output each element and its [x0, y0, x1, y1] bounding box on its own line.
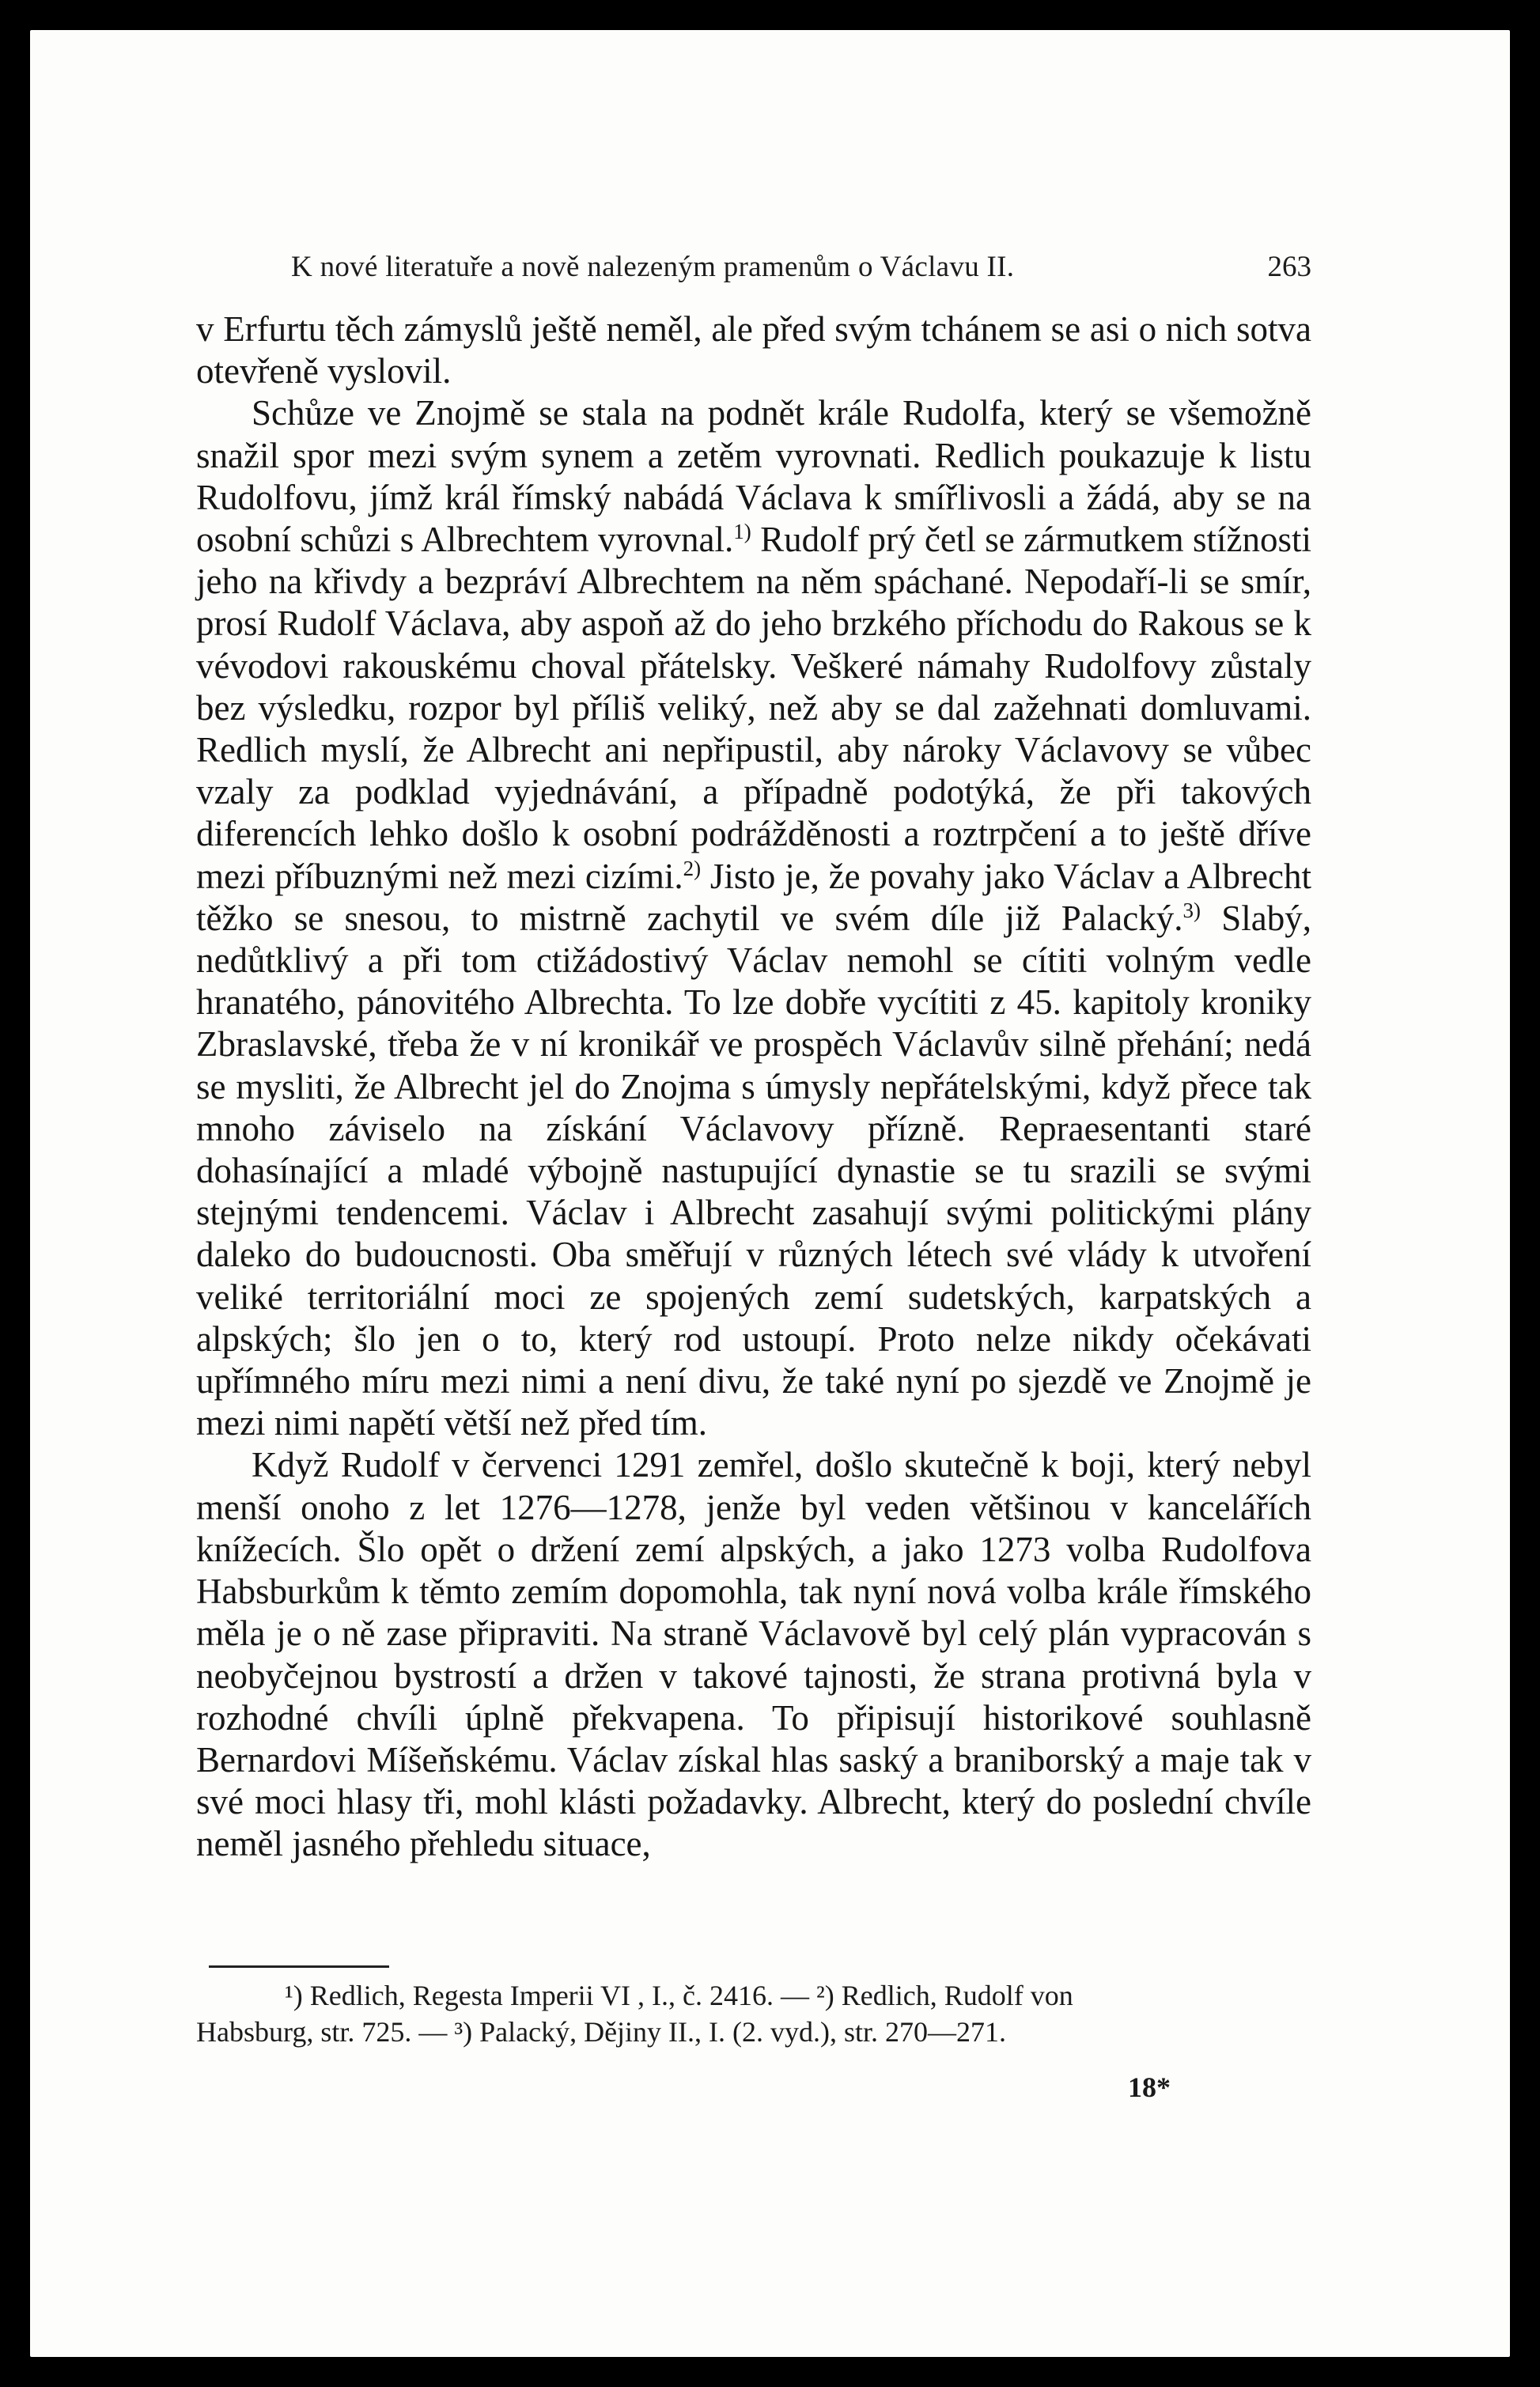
paragraph-1: v Erfurtu těch zámyslů ještě neměl, ale před svým tchánem se asi o nich sotva otevřeně vyslovil.	[196, 309, 1311, 392]
footnote-mark-1: 1)	[733, 520, 751, 544]
footnote-line-1: ¹) Redlich, Regesta Imperii VI , I., č. 2416. — ²) Redlich, Rudolf von	[285, 1980, 1073, 2011]
footnote-mark-3: 3)	[1182, 898, 1201, 922]
header-title: K nové literatuře a nově nalezeným pramenům o Václavu II.	[291, 251, 1015, 283]
paragraph-3: Když Rudolf v červenci 1291 zemřel, došlo skutečně k boji, který nebyl menší onoho z let 1276—1278, jenže byl veden většinou v kancelářích knížecích. Šlo opět o držení zemí alpských, a jako 1273 volba Rudolfova Habsburkům k těmto zemím dopomohla, tak nyní nová volba krále římského měla je o ně zase připraviti. Na straně Václavově byl celý plán vypracován s neobyčejnou bystrostí a držen v takové tajnosti, že strana protivná byla v rozhodné chvíli úplně překvapena. To připisují historikové souhlasně Bernardovi Míšeňskému. Václav získal hlas saský a braniborský a maje tak v své moci hlasy tři, mohl klásti požadavky. Albrecht, který do poslední chvíle neměl jasného přehledu situace,	[196, 1445, 1311, 1864]
signature-mark: 18*	[1128, 2071, 1171, 2103]
body-text	[196, 308, 1311, 1866]
scanned-page	[30, 30, 1510, 2357]
footnotes	[196, 1977, 1311, 2050]
page-number: 263	[1267, 251, 1311, 283]
footnote-line-2: Habsburg, str. 725. — ³) Palacký, Dějiny II., I. (2. vyd.), str. 270—271.	[196, 2016, 1007, 2048]
footnote-mark-2: 2)	[683, 856, 702, 880]
footnote-separator	[209, 1965, 389, 1968]
paragraph-2: Schůze ve Znojmě se stala na podnět krále Rudolfa, který se všemožně snažil spor mezi svým synem a zetěm vyrovnati. Redlich poukazuje k listu Rudolfovu, jímž král římský nabádá Václava k smířlivosli a žádá, aby se na osobní schůzi s Albrechtem vyrovnal.$^{1)}$ Rudolf prý četl se zármutkem stížnosti jeho na křivdy a bezpráví Albrechtem na něm spáchané. Nepodaří-li se smír, prosí Rudolf Václava, aby aspoň až do jeho brzkého příchodu do Rakous se k vévodovi rakouskému choval přátelsky. Veškeré námahy Rudolfovy zůstaly bez výsledku, rozpor byl příliš veliký, než aby se dal zažehnati domluvami. Redlich myslí, že Albrecht ani nepřipustil, aby nároky Václavovy se vůbec vzaly za podklad vyjednávání, a případně podotýká, že při takových diferencích lehko došlo k osobní podrážděnosti a roztrpčení a to ještě dříve mezi příbuznými než mezi cizími.$^{2)}$ Jisto je, že povahy jako Václav a Albrecht těžko se snesou, to mistrně zachytil ve svém díle již Palacký.$^{3)}$ Slabý, nedůtklivý a při tom ctižádostivý Václav nemohl se cítiti volným vedle hranatého, pánovitého Albrechta. To lze dobře vycítiti z 45. kapitoly kroniky Zbraslavské, třeba že v ní kronikář ve prospěch Václavův silně přehání; nedá se mysliti, že Albrecht jel do Znojma s úmysly nepřátelskými, když přece tak mnoho záviselo na získání Václavovy přízně. Repraesentanti staré dohasínající a mladé výbojně nastupující dynastie se tu srazili se svými stejnými tendencemi. Václav i Albrecht zasahují svými politickými plány daleko do budoucnosti. Oba směřují v různých létech své vlády k utvoření veliké territoriální moci ze spojených zemí sudetských, karpatských a alpských; šlo jen o to, který rod ustoupí. Proto nelze nikdy očekávati upřímného míru mezi nimi a není divu, že také nyní po sjezdě ve Znojmě je mezi nimi napětí větší než před tím.	[196, 393, 1311, 1443]
